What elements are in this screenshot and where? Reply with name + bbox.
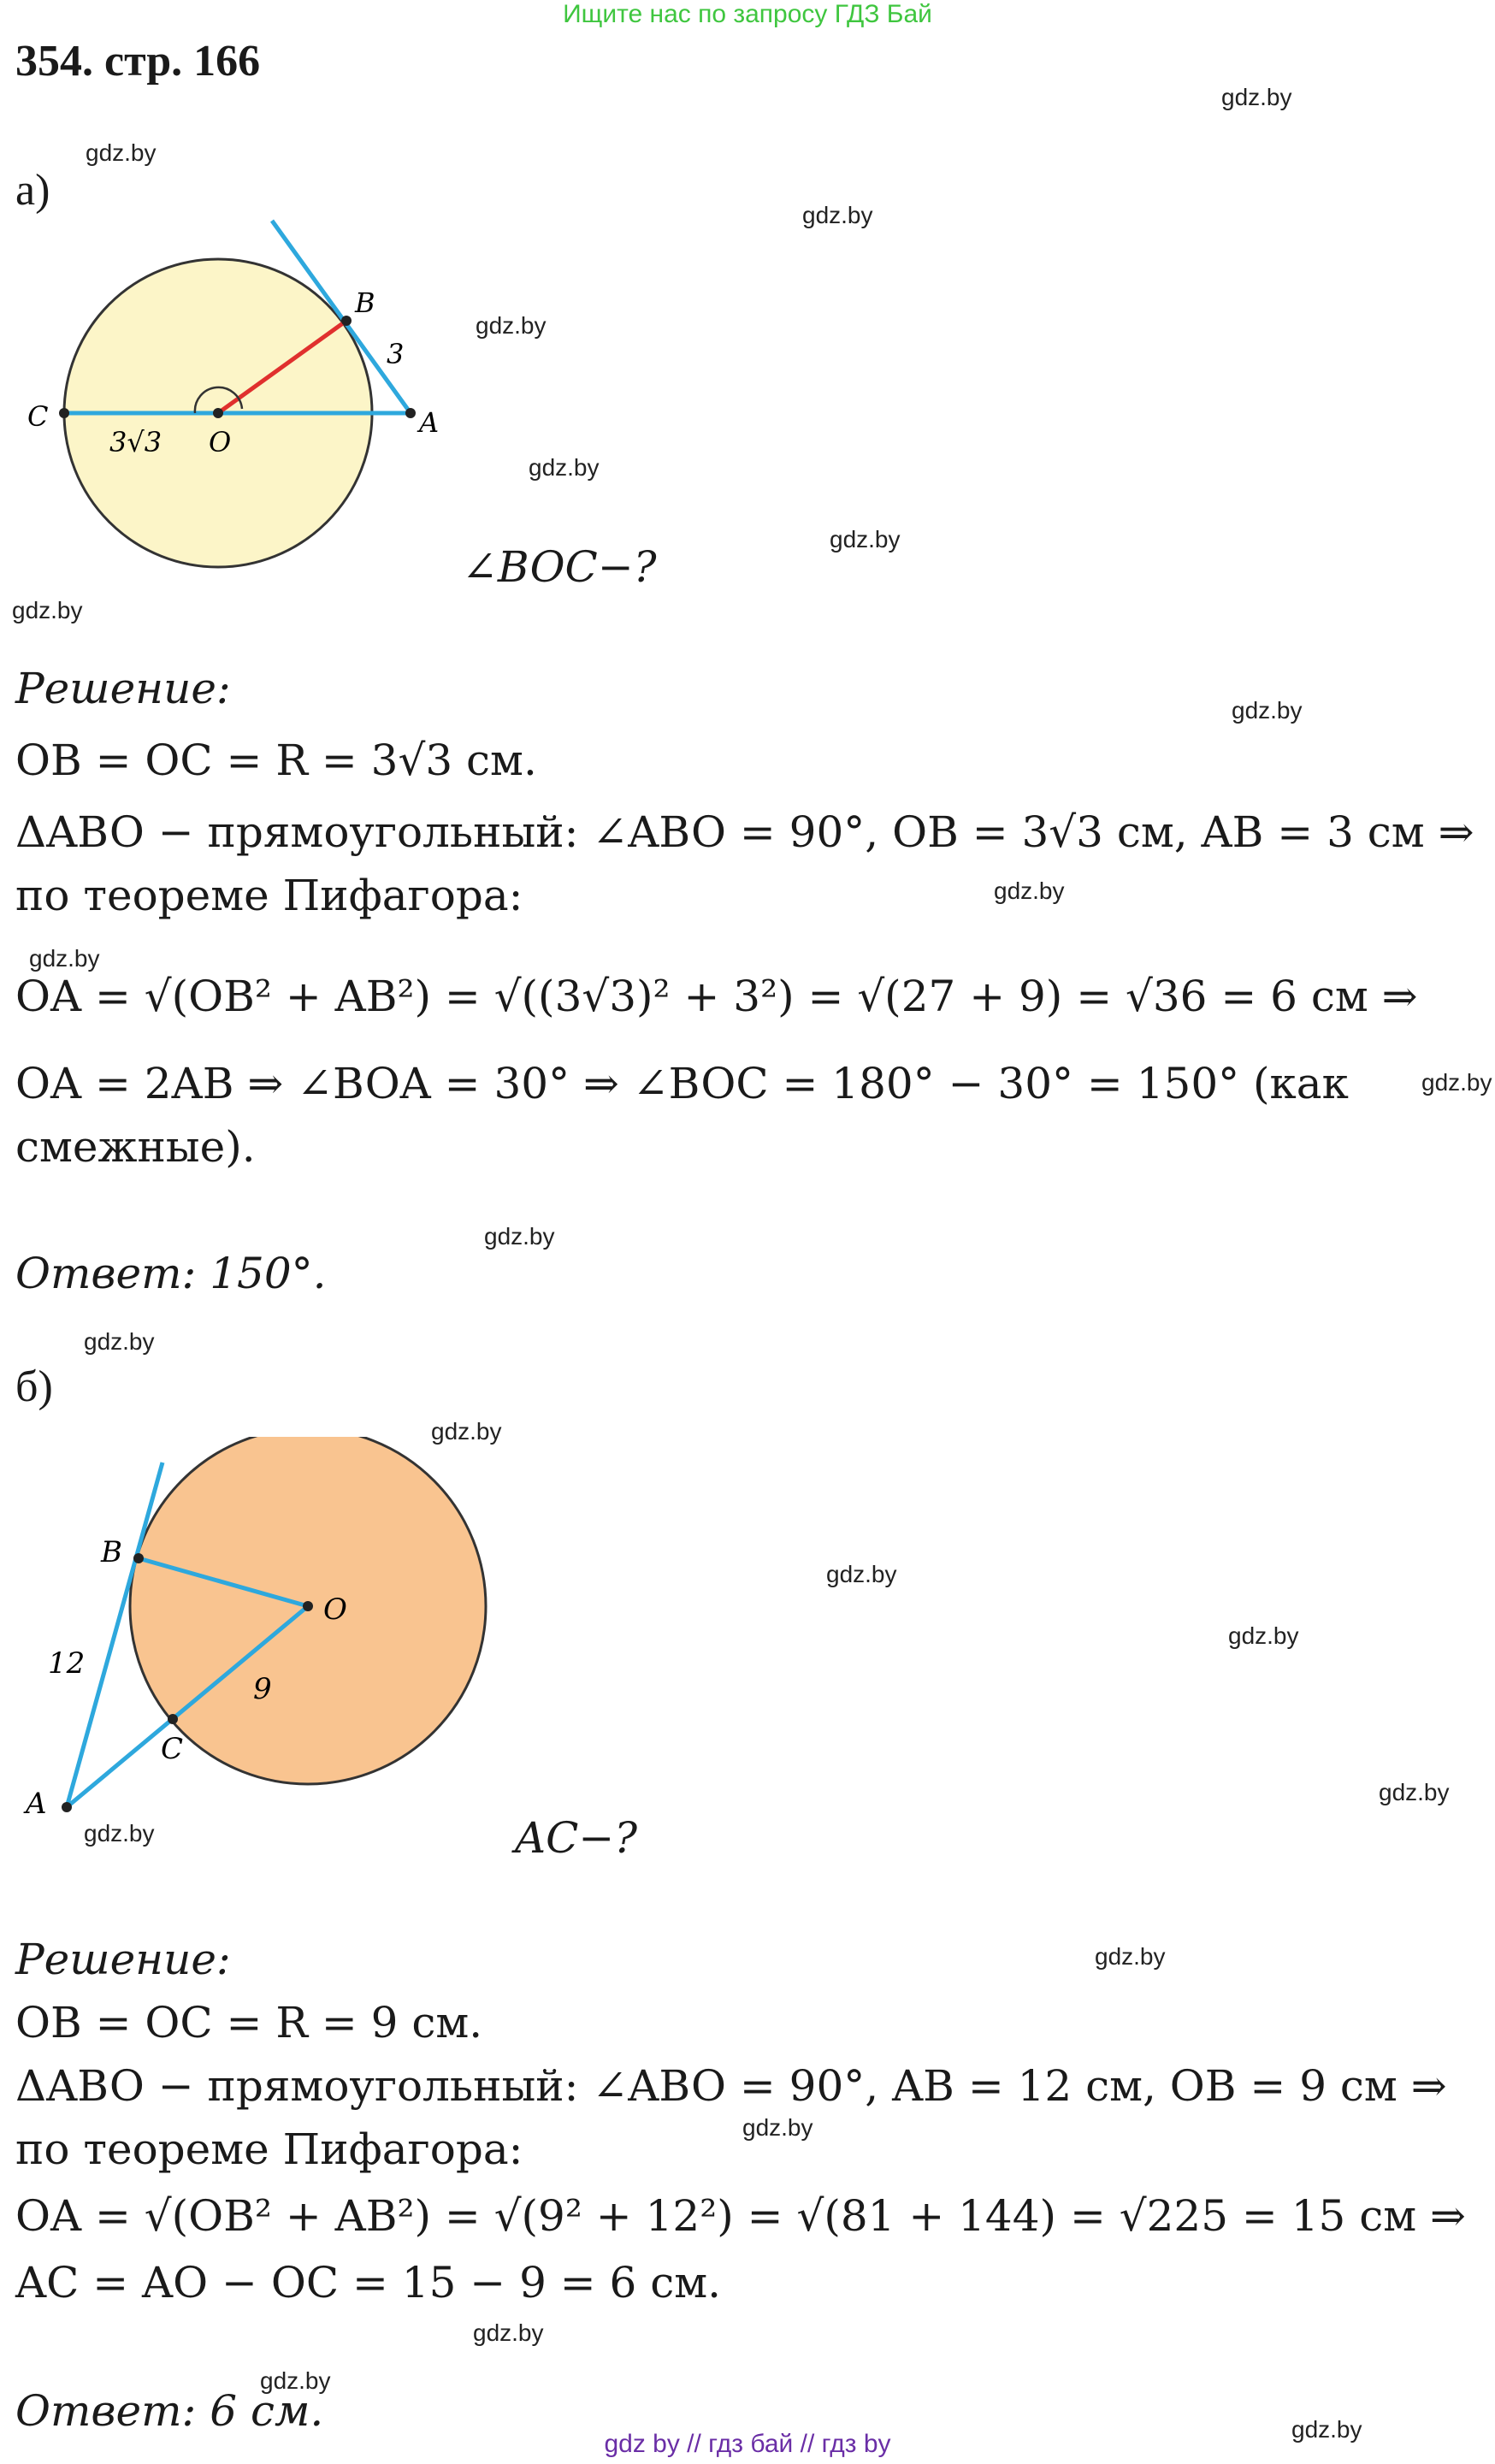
- solution-title-b: Решение:: [15, 1935, 231, 1984]
- solution-line: OB = OC = R = 9 см.: [15, 1998, 483, 2047]
- watermark: gdz.by: [29, 945, 100, 972]
- label-ab-length: 3: [387, 338, 405, 370]
- point-o: [213, 408, 223, 418]
- solution-line: ΔABO − прямоугольный: ∠ABO = 90°, OB = 3√3 см, AB = 3 см ⇒: [15, 807, 1474, 857]
- figure-b: [0, 1437, 513, 1830]
- point-b: [133, 1553, 144, 1563]
- footer-links[interactable]: gdz by // гдз бай // гдз by: [604, 2430, 891, 2458]
- solution-line: смежные).: [15, 1122, 256, 1172]
- solution-line: AC = AO − OC = 15 − 9 = 6 см.: [15, 2258, 722, 2307]
- watermark: gdz.by: [473, 2319, 544, 2346]
- label-o: O: [323, 1592, 347, 1627]
- watermark: gdz.by: [830, 526, 901, 552]
- watermark: gdz.by: [1421, 1069, 1492, 1096]
- label-a: A: [419, 406, 440, 439]
- point-c: [59, 408, 69, 418]
- label-co-length: 3√3: [109, 426, 162, 458]
- watermark: gdz.by: [84, 1328, 155, 1355]
- point-o: [303, 1601, 313, 1611]
- label-b: B: [101, 1535, 122, 1569]
- point-b: [341, 316, 352, 326]
- solution-line: по теореме Пифагора:: [15, 2124, 523, 2174]
- point-c: [168, 1714, 178, 1724]
- point-a: [62, 1802, 72, 1812]
- label-c: C: [27, 400, 49, 433]
- part-b-label: б): [15, 1362, 53, 1411]
- watermark: gdz.by: [260, 2367, 331, 2394]
- watermark: gdz.by: [431, 1418, 502, 1445]
- solution-line: OA = √(OB² + AB²) = √((3√3)² + 3²) = √(27 + 9) = √36 = 6 см ⇒: [15, 972, 1418, 1021]
- watermark: gdz.by: [84, 1820, 155, 1847]
- solution-line: по теореме Пифагора:: [15, 871, 523, 920]
- solution-line: OA = √(OB² + AB²) = √(9² + 12²) = √(81 + 144) = √225 = 15 см ⇒: [15, 2191, 1466, 2241]
- point-a: [405, 408, 416, 418]
- watermark: gdz.by: [1379, 1779, 1450, 1805]
- part-a-label: а): [15, 166, 50, 215]
- watermark: gdz.by: [1095, 1943, 1166, 1970]
- question-b: AC−?: [515, 1813, 638, 1863]
- watermark: gdz.by: [826, 1561, 897, 1587]
- watermark: gdz.by: [484, 1223, 555, 1250]
- label-a: A: [26, 1787, 47, 1821]
- watermark: gdz.by: [802, 202, 873, 228]
- watermark: gdz.by: [742, 2114, 813, 2141]
- answer-b: Ответ: 6 см.: [15, 2386, 324, 2436]
- watermark: gdz.by: [1232, 697, 1303, 724]
- watermark: gdz.by: [529, 454, 600, 481]
- label-c: C: [161, 1732, 184, 1766]
- figure-a: [0, 214, 479, 582]
- watermark: gdz.by: [86, 139, 157, 166]
- label-o: O: [209, 426, 232, 458]
- label-b: B: [355, 287, 375, 319]
- watermark: gdz.by: [476, 312, 547, 339]
- watermark: gdz.by: [1228, 1622, 1299, 1649]
- top-banner[interactable]: Ищите нас по запросу ГДЗ Бай: [563, 0, 932, 28]
- exercise-heading: 354. стр. 166: [15, 37, 261, 86]
- watermark: gdz.by: [12, 597, 83, 623]
- watermark: gdz.by: [994, 877, 1065, 904]
- watermark: gdz.by: [1291, 2416, 1362, 2443]
- solution-title-a: Решение:: [15, 664, 231, 713]
- solution-line: ΔABO − прямоугольный: ∠ABO = 90°, AB = 12 см, OB = 9 см ⇒: [15, 2061, 1447, 2111]
- label-oc-length: 9: [253, 1672, 272, 1706]
- answer-a: Ответ: 150°.: [15, 1249, 327, 1298]
- question-a: ∠BOC−?: [462, 542, 657, 592]
- solution-line: OB = OC = R = 3√3 см.: [15, 736, 537, 785]
- watermark: gdz.by: [1221, 84, 1292, 110]
- label-ab-length: 12: [48, 1646, 86, 1681]
- solution-line: OA = 2AB ⇒ ∠BOA = 30° ⇒ ∠BOC = 180° − 30° = 150° (как: [15, 1059, 1349, 1108]
